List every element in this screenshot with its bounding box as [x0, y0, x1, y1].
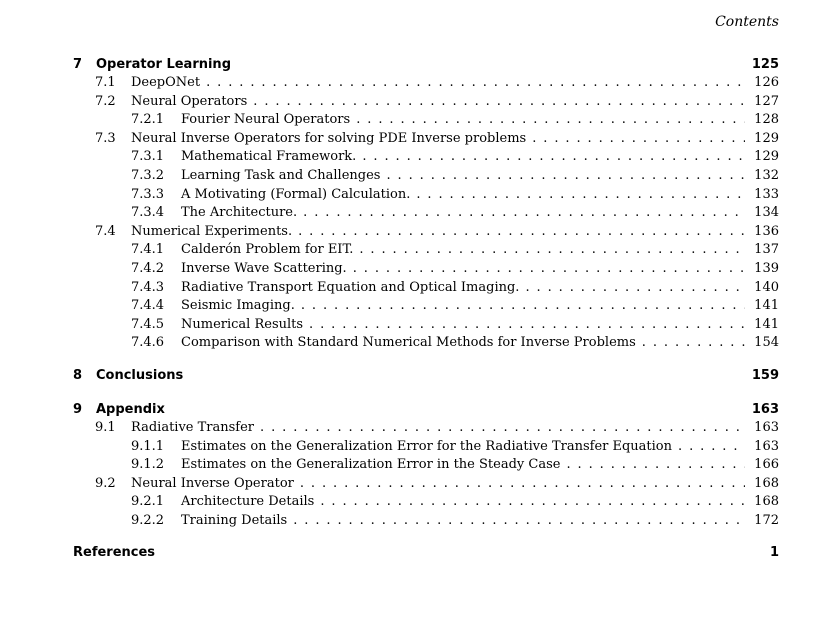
entry-page: 132 — [754, 167, 779, 183]
entry-title: Fourier Neural Operators — [181, 112, 351, 128]
entry-page: 166 — [754, 457, 779, 473]
toc-entry[interactable] — [73, 168, 779, 187]
entry-page: 141 — [754, 298, 779, 314]
chapter-page: 159 — [751, 367, 779, 383]
entry-title: Calderón Problem for EIT. — [181, 242, 354, 258]
entry-title: Neural Operators — [131, 93, 248, 109]
entry-number: 9.1 — [95, 419, 116, 435]
entry-page: 133 — [754, 186, 779, 202]
entry-page: 134 — [754, 205, 779, 221]
dot-leader — [532, 131, 745, 146]
dot-leader — [525, 280, 745, 295]
entry-title: A Motivating (Formal) Calculation. — [181, 186, 411, 202]
toc-entry[interactable] — [73, 94, 779, 113]
entry-title: Numerical Results — [181, 316, 304, 332]
entry-title: Numerical Experiments. — [131, 223, 293, 239]
toc-entry[interactable] — [73, 261, 779, 280]
toc-entry[interactable] — [73, 131, 779, 150]
entry-number: 7.3.2 — [131, 167, 165, 183]
toc-entry[interactable] — [73, 317, 779, 336]
entry-number: 7.3.4 — [131, 205, 165, 221]
entry-page: 163 — [754, 438, 779, 454]
chapter-number: 8 — [73, 367, 83, 383]
entry-page: 136 — [754, 223, 779, 239]
chapter-title: References — [73, 545, 156, 561]
entry-page: 154 — [754, 335, 779, 351]
entry-number: 9.1.1 — [131, 438, 165, 454]
toc-chapter[interactable] — [73, 57, 779, 75]
toc-references[interactable] — [73, 545, 779, 563]
dot-leader — [206, 75, 745, 90]
entry-page: 163 — [754, 419, 779, 435]
entry-title: DeepONet — [131, 75, 201, 90]
entry-title: Architecture Details — [181, 494, 315, 510]
dot-leader — [678, 439, 745, 454]
dot-leader — [300, 476, 745, 491]
chapter-title: Operator Learning — [96, 57, 231, 72]
entry-page: 126 — [754, 75, 779, 90]
entry-title: Inverse Wave Scattering. — [181, 260, 347, 276]
toc-entry[interactable] — [73, 420, 779, 439]
entry-number: 7.3.3 — [131, 186, 165, 202]
toc-entry[interactable] — [73, 187, 779, 206]
dot-leader — [566, 457, 745, 472]
entry-number: 7.4.5 — [131, 316, 165, 332]
chapter-title: Appendix — [96, 401, 165, 417]
dot-leader — [253, 94, 745, 109]
toc-entry[interactable] — [73, 513, 779, 532]
entry-number: 9.2.2 — [131, 512, 165, 528]
entry-title: Training Details — [181, 512, 288, 528]
entry-number: 9.2 — [95, 475, 116, 491]
entry-title: Seismic Imaging. — [181, 298, 295, 314]
entry-number: 7.3 — [95, 130, 116, 146]
entry-number: 7.4.3 — [131, 279, 165, 295]
entry-number: 7.4.6 — [131, 335, 165, 351]
toc-entry[interactable] — [73, 242, 779, 261]
entry-number: 7.4.4 — [131, 298, 165, 314]
dot-leader — [260, 420, 745, 435]
dot-leader — [309, 317, 745, 332]
entry-title: Mathematical Framework. — [181, 149, 357, 165]
dot-leader — [298, 224, 745, 239]
chapter-title: Conclusions — [96, 367, 184, 383]
dot-leader — [386, 168, 745, 183]
entry-title: Radiative Transfer — [131, 419, 255, 435]
chapter-page: 163 — [751, 401, 779, 417]
running-header: Contents — [715, 14, 779, 30]
entry-page: 172 — [754, 512, 779, 528]
dot-leader — [359, 242, 745, 257]
entry-page: 127 — [754, 93, 779, 109]
dot-leader — [362, 149, 745, 164]
entry-title: Neural Inverse Operators for solving PDE Inverse problems — [131, 130, 527, 146]
toc-entry[interactable] — [73, 280, 779, 299]
entry-page: 168 — [754, 494, 779, 510]
toc-entry[interactable] — [73, 224, 779, 243]
entry-number: 7.1 — [95, 75, 116, 90]
toc-entry[interactable] — [73, 476, 779, 495]
entry-title: Learning Task and Challenges — [181, 167, 381, 183]
entry-page: 139 — [754, 260, 779, 276]
dot-leader — [303, 205, 745, 220]
entry-page: 168 — [754, 475, 779, 491]
chapter-number: 9 — [73, 401, 83, 417]
toc-entry[interactable] — [73, 335, 779, 354]
entry-page: 141 — [754, 316, 779, 332]
toc-chapter[interactable] — [73, 368, 779, 386]
dot-leader — [293, 513, 745, 528]
dot-leader — [301, 298, 745, 313]
toc-entry[interactable] — [73, 112, 779, 131]
entry-number: 9.1.2 — [131, 457, 165, 473]
entry-page: 140 — [754, 279, 779, 295]
toc-entry[interactable] — [73, 205, 779, 224]
toc-entry[interactable] — [73, 298, 779, 317]
entry-title: Estimates on the Generalization Error for the Radiative Transfer Equation — [181, 438, 672, 454]
dot-leader — [416, 187, 745, 202]
chapter-number: 7 — [73, 57, 83, 72]
toc-entry[interactable] — [73, 494, 779, 513]
dot-leader — [353, 261, 745, 276]
entry-title: The Architecture. — [181, 205, 298, 221]
toc-entry[interactable] — [73, 75, 779, 94]
toc-entry[interactable] — [73, 149, 779, 168]
toc-entry[interactable] — [73, 439, 779, 458]
entry-number: 7.4.2 — [131, 260, 165, 276]
entry-number: 7.2.1 — [131, 112, 165, 128]
entry-title: Comparison with Standard Numerical Methods for Inverse Problems — [181, 335, 636, 351]
entry-title: Estimates on the Generalization Error in the Steady Case — [181, 457, 561, 473]
chapter-page: 1 — [769, 545, 779, 561]
dot-leader — [356, 112, 745, 127]
entry-page: 129 — [754, 149, 779, 165]
table-of-contents — [73, 57, 779, 563]
entry-number: 7.4 — [95, 223, 116, 239]
entry-number: 9.2.1 — [131, 494, 165, 510]
entry-page: 128 — [754, 112, 779, 128]
toc-chapter[interactable] — [73, 402, 779, 420]
entry-page: 129 — [754, 130, 779, 146]
entry-number: 7.4.1 — [131, 242, 165, 258]
entry-title: Neural Inverse Operator — [131, 475, 294, 491]
dot-leader — [642, 335, 745, 350]
chapter-page: 125 — [751, 57, 779, 72]
toc-entry[interactable] — [73, 457, 779, 476]
entry-title: Radiative Transport Equation and Optical Imaging. — [181, 279, 520, 295]
entry-number: 7.2 — [95, 93, 116, 109]
entry-page: 137 — [754, 242, 779, 258]
dot-leader — [320, 494, 745, 509]
entry-number: 7.3.1 — [131, 149, 165, 165]
